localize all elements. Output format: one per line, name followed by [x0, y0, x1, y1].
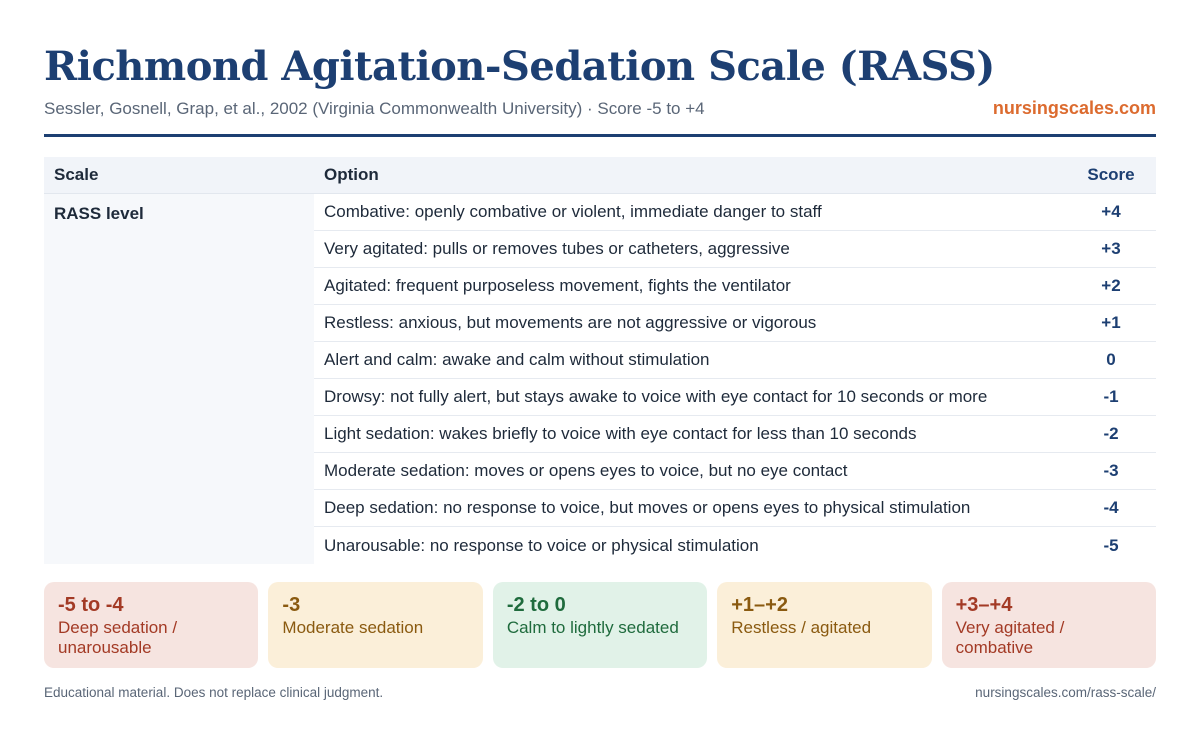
score-value: 0: [1106, 350, 1116, 369]
interpretation-card-restless: [717, 582, 931, 668]
header: [44, 40, 1156, 119]
interpretation-card-very-agitated: [942, 582, 1156, 668]
column-header-scale: Scale: [54, 165, 99, 184]
table-row: [314, 416, 1156, 453]
interpretation-card-deep-sedation: [44, 582, 258, 668]
table-row: [314, 342, 1156, 379]
card-label: Moderate sedation: [282, 618, 424, 637]
option-text: Moderate sedation: moves or opens eyes to voice, but no eye contact: [324, 461, 848, 480]
table-row: [314, 194, 1156, 231]
card-range: +1–+2: [731, 594, 788, 616]
table-rows: [314, 194, 1156, 564]
card-label: Calm to lightly sedated: [506, 618, 679, 637]
option-text: Agitated: frequent purposeless movement, fights the ventilator: [324, 276, 791, 295]
card-label: Deep sedation / unarousable: [58, 618, 178, 657]
score-value: -1: [1103, 387, 1119, 406]
page-title: Richmond Agitation-Sedation Scale (RASS): [44, 43, 995, 90]
score-value: -3: [1103, 461, 1119, 480]
option-text: Alert and calm: awake and calm without stimulation: [324, 350, 710, 369]
footer-disclaimer: Educational material. Does not replace clinical judgment.: [44, 685, 384, 700]
option-text: Very agitated: pulls or removes tubes or catheters, aggressive: [324, 239, 790, 258]
subtitle-row: [44, 98, 1156, 119]
score-value: -5: [1103, 535, 1119, 555]
option-text: Restless: anxious, but movements are not aggressive or vigorous: [324, 313, 817, 332]
option-text: Light sedation: wakes briefly to voice with eye contact for less than 10 seconds: [324, 424, 917, 443]
table-body: [44, 194, 1156, 564]
table-header: [44, 157, 1156, 194]
card-range: -5 to -4: [58, 594, 124, 616]
interpretation-card-moderate-sedation: [268, 582, 482, 668]
card-range: -2 to 0: [506, 594, 566, 616]
column-header-score: Score: [1087, 165, 1135, 184]
table-row: [314, 527, 1156, 564]
table-row: [314, 305, 1156, 342]
header-divider: [44, 134, 1156, 137]
page-subtitle: Sessler, Gosnell, Grap, et al., 2002 (Virginia Commonwealth University) · Score -5 to +4: [44, 99, 705, 118]
interpretation-cards: [44, 582, 1156, 668]
score-value: +3: [1101, 239, 1121, 258]
option-text: Drowsy: not fully alert, but stays awake to voice with eye contact for 10 seconds or more: [324, 387, 988, 406]
score-value: +1: [1101, 313, 1121, 332]
footer-url[interactable]: nursingscales.com/rass-scale/: [975, 685, 1156, 700]
table-row: [314, 231, 1156, 268]
option-text: Unarousable: no response to voice or physical stimulation: [324, 535, 759, 555]
table-row: [314, 490, 1156, 527]
score-value: -4: [1103, 498, 1119, 517]
site-link[interactable]: nursingscales.com: [992, 98, 1156, 118]
score-value: +2: [1101, 276, 1121, 295]
score-value: +4: [1101, 202, 1121, 221]
rass-table: [44, 157, 1156, 564]
table-row: [314, 379, 1156, 416]
card-range: -3: [282, 594, 301, 616]
score-value: -2: [1103, 424, 1119, 443]
option-text: Deep sedation: no response to voice, but moves or opens eyes to physical stimulation: [324, 498, 971, 517]
scale-name-cell: RASS level: [44, 194, 314, 564]
table-row: [314, 453, 1156, 490]
table-row: [314, 268, 1156, 305]
column-header-option: Option: [324, 165, 379, 184]
option-text: Combative: openly combative or violent, immediate danger to staff: [324, 202, 822, 221]
card-label: Restless / agitated: [731, 618, 872, 637]
interpretation-card-calm: [493, 582, 707, 668]
card-label: Very agitated / combative: [955, 618, 1065, 657]
card-range: +3–+4: [955, 594, 1013, 616]
